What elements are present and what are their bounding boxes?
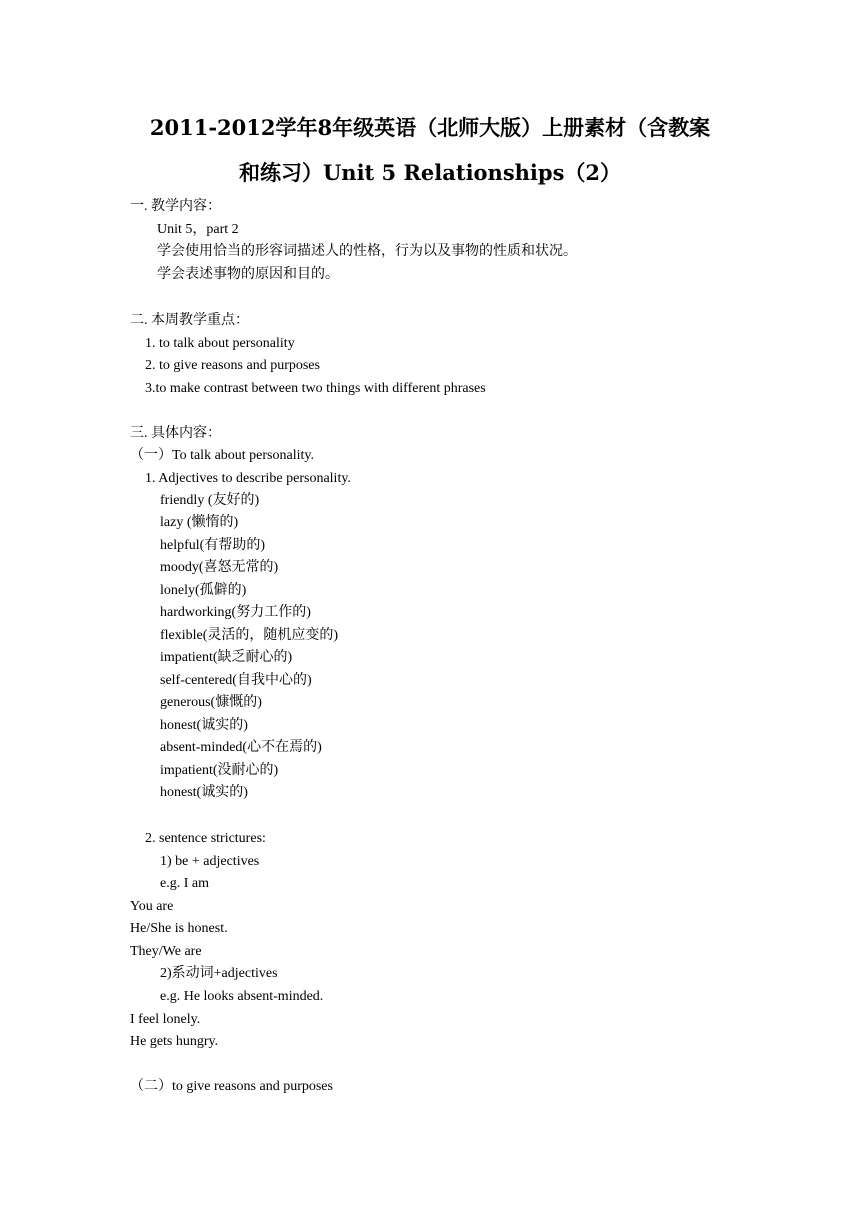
adjective-item: generous(慷慨的) <box>160 695 262 710</box>
adjective-item: self-centered(自我中心的) <box>160 673 312 688</box>
section-1-line: Unit 5，part 2 <box>157 222 239 237</box>
example-line: He/She is honest. <box>130 921 228 936</box>
example-line: I feel lonely. <box>130 1012 201 1027</box>
document-title-line-2: 和练习）Unit 5 Relationships（2） <box>238 160 622 185</box>
example-line: e.g. I am <box>160 876 209 891</box>
adjective-item: honest(诚实的) <box>160 718 248 733</box>
adjective-item: hardworking(努力工作的) <box>160 605 311 620</box>
adjective-item: lazy (懒惰的) <box>160 515 239 530</box>
example-line: e.g. He looks absent-minded. <box>160 989 324 1004</box>
adjective-item: honest(诚实的) <box>160 785 248 800</box>
structure-1: 1) be + adjectives <box>160 854 260 869</box>
section-1-line: 学会表述事物的原因和目的。 <box>157 267 339 282</box>
adjective-item: impatient(缺乏耐心的) <box>160 650 293 665</box>
adjective-item: impatient(没耐心的) <box>160 763 279 778</box>
adjective-item: friendly (友好的) <box>160 493 260 508</box>
adjectives-heading: 1. Adjectives to describe personality. <box>145 471 351 486</box>
adjective-item: lonely(孤僻的) <box>160 583 247 598</box>
adjective-item: flexible(灵活的，随机应变的) <box>160 628 339 643</box>
adjective-item: moody(喜怒无常的) <box>160 560 279 575</box>
section-1-heading: 一. 教学内容： <box>130 199 221 214</box>
example-line: You are <box>130 899 174 914</box>
subsection-1-heading: （一）To talk about personality. <box>130 448 314 463</box>
subsection-2-heading: （二）to give reasons and purposes <box>130 1079 333 1094</box>
example-line: They/We are <box>130 944 202 959</box>
example-line: He gets hungry. <box>130 1034 219 1049</box>
adjective-item: helpful(有帮助的) <box>160 538 265 553</box>
structures-heading: 2. sentence strictures: <box>145 831 266 846</box>
focus-item: 2. to give reasons and purposes <box>145 358 320 373</box>
section-3-heading: 三. 具体内容： <box>130 426 221 441</box>
adjective-item: absent-minded(心不在焉的) <box>160 740 322 755</box>
focus-item: 1. to talk about personality <box>145 336 295 351</box>
structure-2: 2)系动词+adjectives <box>160 966 278 981</box>
section-1-line: 学会使用恰当的形容词描述人的性格，行为以及事物的性质和状况。 <box>157 244 577 259</box>
section-2-heading: 二. 本周教学重点： <box>130 313 249 328</box>
focus-item: 3.to make contrast between two things with different phrases <box>145 381 486 396</box>
document-title-line-1: 2011-2012学年8年级英语（北师大版）上册素材（含教案 <box>149 115 711 140</box>
